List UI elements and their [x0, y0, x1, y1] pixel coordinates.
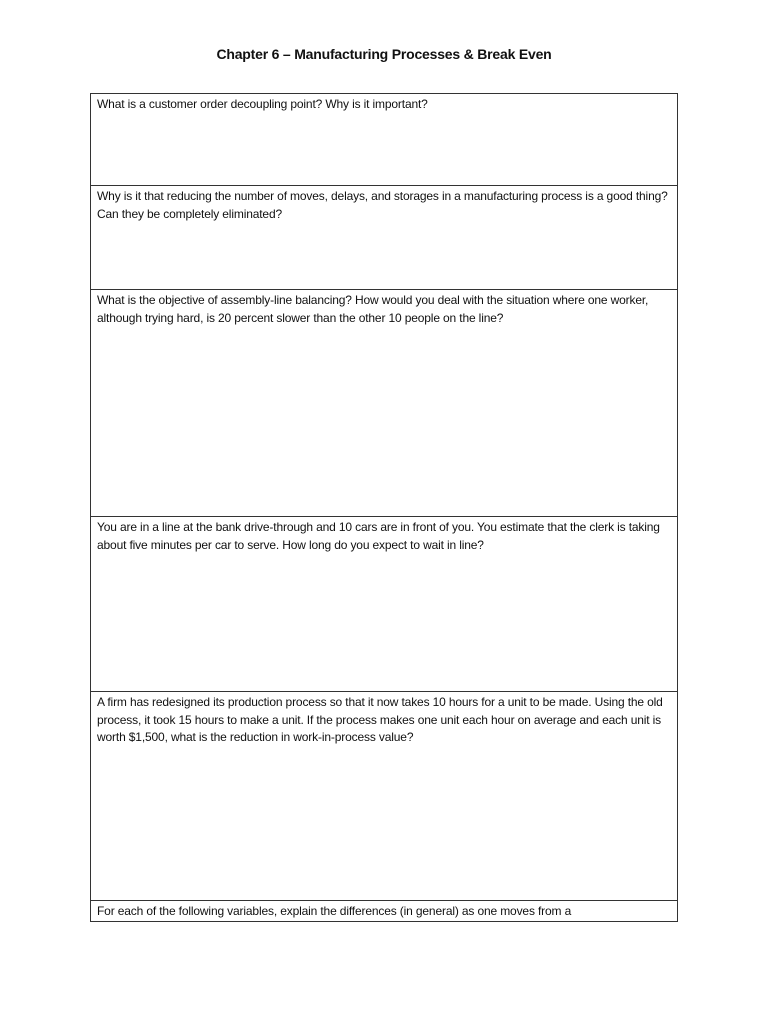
question-text: You are in a line at the bank drive-through and 10 cars are in front of you. You estimate that the clerk is taking about five minutes per car to serve. How long do you expect to wait in line?	[97, 520, 660, 552]
answer-cell[interactable]	[91, 692, 678, 901]
question-text: What is a customer order decoupling point? Why is it important?	[97, 97, 428, 111]
answer-cell[interactable]	[91, 290, 678, 517]
question-row	[91, 901, 678, 922]
answer-cell[interactable]	[91, 186, 678, 290]
question-row	[91, 290, 678, 517]
question-text: For each of the following variables, explain the differences (in general) as one moves from a	[97, 904, 572, 918]
question-row	[91, 94, 678, 186]
question-text: A firm has redesigned its production process so that it now takes 10 hours for a unit to be made. Using the old process, it took 15 hours to make a unit. If the process makes one unit each hour on average and each unit is worth $1,500, what is the reduction in work-in-process value?	[97, 695, 663, 744]
question-text: What is the objective of assembly-line balancing? How would you deal with the situation where one worker, although trying hard, is 20 percent slower than the other 10 people on the line?	[97, 293, 649, 325]
question-row	[91, 692, 678, 901]
page-title: Chapter 6 – Manufacturing Processes & Break Even	[216, 46, 552, 62]
question-row	[91, 186, 678, 290]
question-row	[91, 517, 678, 692]
answer-cell[interactable]	[91, 517, 678, 692]
question-text: Why is it that reducing the number of moves, delays, and storages in a manufacturing process is a good thing? Can they be completely eliminated?	[97, 189, 668, 221]
answer-cell[interactable]	[91, 94, 678, 186]
answer-cell[interactable]	[91, 901, 678, 922]
question-table	[90, 93, 678, 922]
